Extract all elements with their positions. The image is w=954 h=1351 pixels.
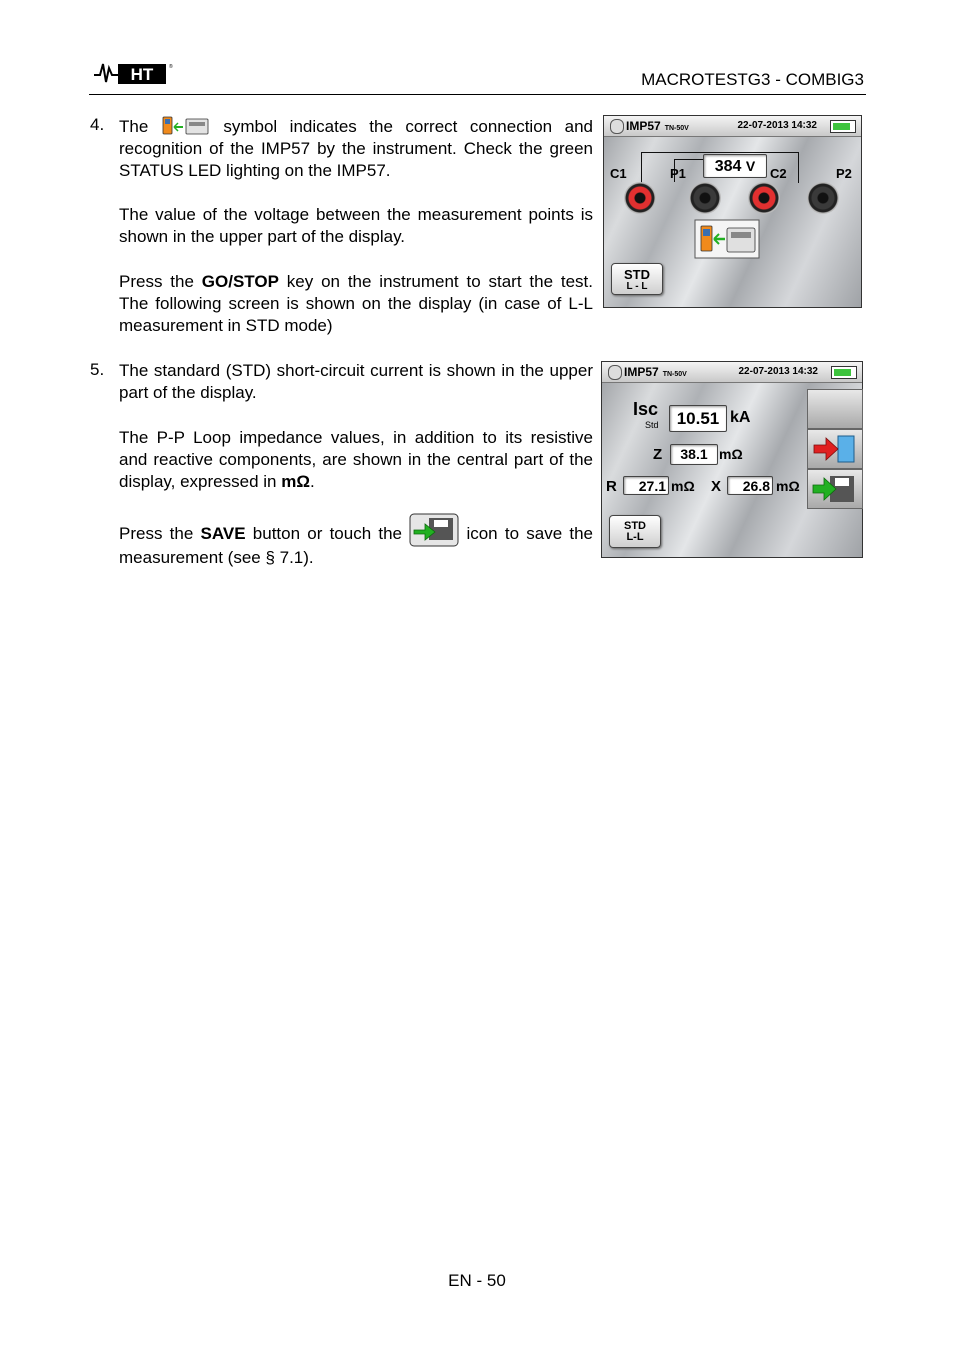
step-4-p3-text-b: key on the instrument to start the test. The following screen is shown on the display (in case of L-L measurement in STD mode) (119, 272, 593, 335)
step-4-paragraph-3 (119, 271, 593, 337)
svg-text:®: ® (169, 64, 173, 70)
terminal-label-p1: P1 (670, 166, 686, 181)
step-4-paragraph-1 (119, 116, 593, 182)
x-unit: mΩ (776, 478, 800, 494)
voltage-value: 384 (714, 158, 742, 175)
step-4-text-b: symbol indicates the correct connection and recognition of the IMP57 by the instrument. Check the green STATUS LED lighting on the IMP57. (119, 117, 593, 180)
z-value: 38.1 (670, 444, 718, 465)
terminal-label-c1: C1 (610, 166, 627, 181)
step-5-p2-end: . (309, 472, 315, 491)
go-stop-key-label: GO/STOP (201, 272, 279, 291)
terminal-label-c2: C2 (770, 166, 787, 181)
step-5-p3-text-c: icon to save the measurement (see § 7.1). (119, 524, 593, 567)
std-mode-line-1: STD (624, 520, 646, 532)
screen-system-label: TN-50V (664, 125, 689, 132)
terminal-label-p2: P2 (836, 166, 852, 181)
terminal-c1 (624, 182, 656, 214)
probe-status-icon (608, 365, 622, 380)
probe-status-icon (610, 119, 624, 134)
std-mode-line-2: L - L (626, 281, 648, 292)
std-mode-line-1: STD (624, 267, 650, 282)
z-unit: mΩ (719, 446, 743, 462)
instrument-screen-connection (603, 115, 862, 308)
isc-label: Isc (633, 399, 659, 419)
r-value: 27.1 (623, 476, 669, 495)
step-4-p3-text-a: Press the (119, 272, 194, 291)
screen-system-label: TN-50V (662, 371, 687, 378)
screen-status-bar (604, 116, 861, 137)
step-4-number: 4. (90, 115, 105, 134)
header-divider (89, 94, 866, 95)
connection-symbol-icon (161, 116, 211, 136)
save-measurement-button[interactable] (807, 469, 863, 509)
x-label: X (711, 478, 722, 495)
ht-logo (92, 60, 172, 86)
terminal-c2 (748, 182, 780, 214)
screen-status-bar (602, 362, 862, 383)
std-mode-button[interactable] (609, 515, 661, 548)
voltage-unit: V (745, 158, 756, 174)
screen-datetime: 22-07-2013 14:32 (737, 120, 817, 131)
isc-sub-label: Std (645, 420, 659, 430)
screen-model-label: IMP57 (626, 119, 661, 133)
step-5-p2-text: The P-P Loop impedance values, in addition to its resistive and reactive components, are shown in the central part of the display, expressed in (119, 428, 593, 491)
step-4-text-a: The (119, 117, 149, 136)
voltage-display (703, 154, 767, 178)
r-unit: mΩ (671, 478, 695, 494)
z-label: Z (653, 446, 663, 463)
step-5-paragraph-2 (119, 427, 593, 493)
exit-icon (808, 430, 862, 468)
step-5-number: 5. (90, 360, 105, 379)
step-4-paragraph-2: The value of the voltage between the measurement points is shown in the upper part of the display. (119, 205, 593, 246)
terminal-p1 (689, 182, 721, 214)
isc-value: 10.51 (669, 405, 727, 432)
battery-icon (830, 120, 856, 133)
std-mode-button[interactable] (611, 263, 663, 295)
std-mode-line-2: L-L (626, 531, 644, 543)
x-value: 26.8 (727, 476, 773, 495)
step-5-paragraph-1: The standard (STD) short-circuit current is shown in the upper part of the display. (119, 361, 593, 402)
blank-side-button[interactable] (807, 389, 863, 429)
battery-icon (831, 366, 857, 379)
milliohm-unit: mΩ (281, 472, 310, 491)
page-number: EN - 50 (448, 1271, 506, 1290)
instrument-connected-icon (695, 220, 759, 258)
r-label: R (606, 478, 617, 495)
save-button-label: SAVE (200, 524, 246, 543)
step-5-p3-text-b: button or touch the (252, 524, 403, 543)
isc-unit: kA (730, 409, 751, 426)
document-title: MACROTESTG3 - COMBIG3 (641, 70, 864, 89)
save-icon (808, 470, 862, 508)
terminal-p2 (807, 182, 839, 214)
save-icon (409, 513, 459, 547)
svg-text:HT: HT (130, 65, 154, 84)
step-5-p3-text-a: Press the (119, 524, 194, 543)
screen-datetime: 22-07-2013 14:32 (738, 366, 818, 377)
exit-button[interactable] (807, 429, 863, 469)
instrument-screen-results (601, 361, 863, 558)
step-5-paragraph-3 (119, 513, 593, 569)
screen-model-label: IMP57 (624, 365, 659, 379)
